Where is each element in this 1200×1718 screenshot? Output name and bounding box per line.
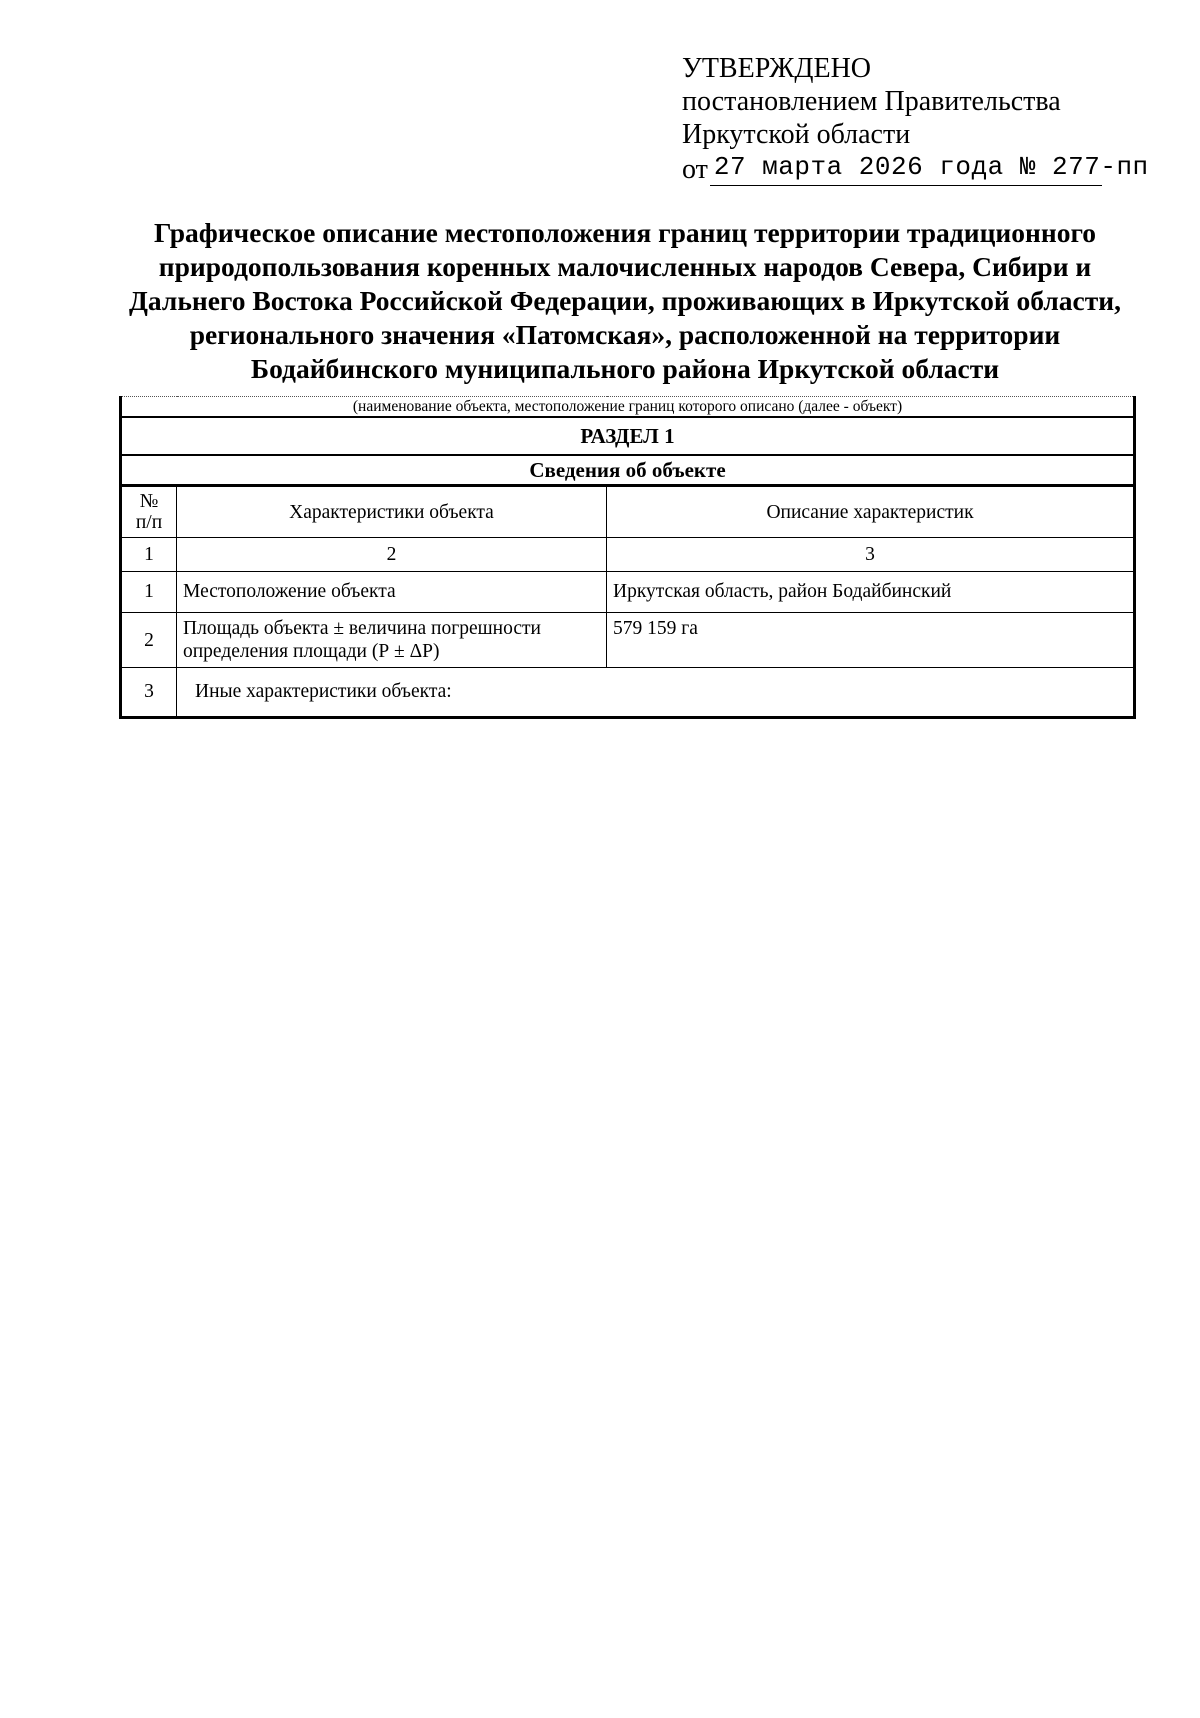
row-characteristic <box>177 613 607 668</box>
header-num-sign: № <box>139 491 159 512</box>
approval-date-prefix: от <box>682 154 708 185</box>
column-index: 3 <box>607 538 1135 572</box>
approval-region: Иркутской области <box>682 119 911 150</box>
row-num: 1 <box>121 572 177 613</box>
approval-date-row <box>682 151 1149 186</box>
section-row <box>121 417 1135 455</box>
row-characteristic-line: Площадь объекта ± величина погрешности <box>183 618 541 639</box>
subsection-title: Сведения об объекте <box>121 455 1135 486</box>
title-line: природопользования коренных малочисленных народов Севера, Сибири и <box>158 251 1092 282</box>
title-line: Бодайбинского муниципального района Иркутской области <box>250 353 1000 384</box>
header-num <box>121 486 177 538</box>
column-index-row <box>121 538 1135 572</box>
approval-date-value: 27 марта 2026 года № 277-пп <box>710 151 1102 186</box>
table-header-row <box>121 486 1135 538</box>
object-info-table <box>119 396 1136 719</box>
header-description: Описание характеристик <box>607 486 1135 538</box>
title-line: Дальнего Востока Российской Федерации, проживающих в Иркутской области, <box>129 285 1121 316</box>
section-title: РАЗДЕЛ 1 <box>121 417 1135 455</box>
subsection-row <box>121 455 1135 486</box>
document-title <box>108 216 1142 386</box>
column-index: 2 <box>177 538 607 572</box>
row-characteristic: Иные характеристики объекта: <box>177 668 1135 718</box>
column-index: 1 <box>121 538 177 572</box>
row-num: 3 <box>121 668 177 718</box>
table-row <box>121 668 1135 718</box>
row-characteristic: Местоположение объекта <box>177 572 607 613</box>
object-naming-row <box>121 397 1135 418</box>
row-value: Иркутская область, район Бодайбинский <box>607 572 1135 613</box>
table-row <box>121 572 1135 613</box>
header-num-abbr: п/п <box>135 512 163 533</box>
title-line: регионального значения «Патомская», расположенной на территории <box>189 319 1061 350</box>
approval-block <box>682 52 1149 186</box>
object-naming-caption: (наименование объекта, местоположение границ которого описано (далее - объект) <box>121 397 1135 418</box>
header-characteristic: Характеристики объекта <box>177 486 607 538</box>
row-num: 2 <box>121 613 177 668</box>
table-row <box>121 613 1135 668</box>
title-line: Графическое описание местоположения границ территории традиционного <box>154 217 1096 248</box>
row-value: 579 159 га <box>607 613 1135 668</box>
row-characteristic-line: определения площади (Р ± ΔР) <box>183 641 440 662</box>
approval-authority: постановлением Правительства <box>682 86 1061 117</box>
approval-heading: УТВЕРЖДЕНО <box>682 53 872 84</box>
